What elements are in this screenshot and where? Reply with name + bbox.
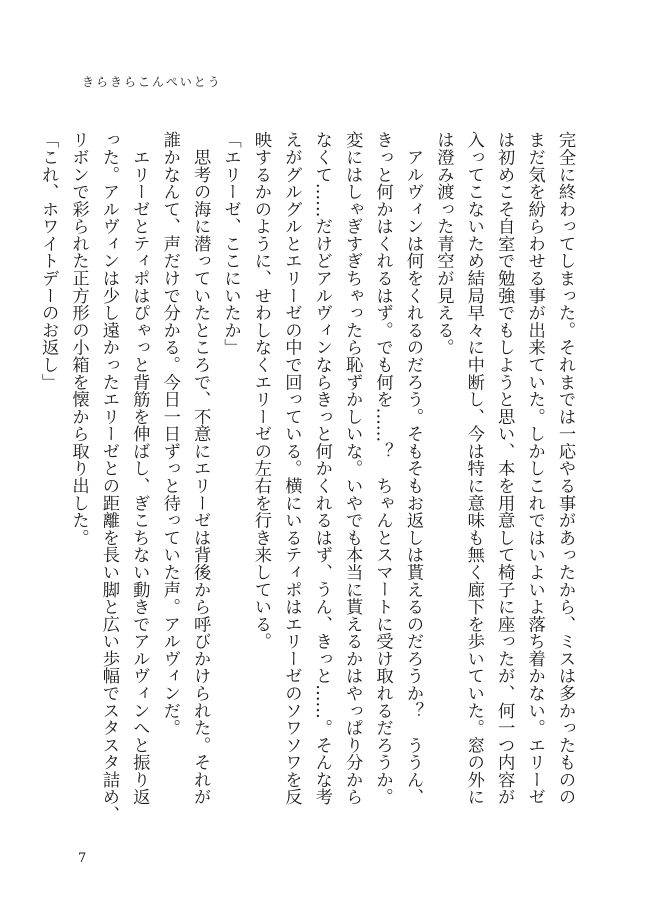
text-line: えがグルグルとエリーゼの中で回っている。横にいるティポはエリーゼのソワソワを反: [281, 131, 302, 806]
text-line: リボンで彩られた正方形の小箱を懐から取り出した。: [68, 131, 89, 546]
running-header-title: きらきらこんぺいとう: [82, 75, 222, 89]
text-line: 映するかのように、せわしなくエリーゼの左右を行き来している。: [250, 131, 271, 650]
page-number: 7: [78, 851, 87, 866]
vertical-body-text: [33, 131, 580, 827]
text-line: は初めこそ自室で勉強でもしようと思い、本を用意して椅子に座ったが、何一つ内容が: [494, 131, 515, 806]
text-line: 誰かなんて、声だけで分かる。今日一日ずっと待っていた声。アルヴィンだ。: [159, 131, 180, 737]
text-line: 「エリーゼ、ここにいたか」: [220, 131, 241, 356]
text-line: きっと何かはくれるはず。でも何を……？ ちゃんとスマートに受け取れるだろうか。: [372, 131, 393, 806]
text-line: 「これ、ホワイトデーのお返し」: [38, 131, 59, 391]
text-line: 思考の海に潜っていたところで、不意にエリーゼは背後から呼びかけられた。それが: [190, 131, 211, 806]
text-line: アルヴィンは何をくれるのだろう。そもそもお返しは貰えるのだろうか？ ううん、: [402, 131, 423, 806]
text-line: 変にはしゃぎすぎちゃったら恥ずかしいな。いやでも本当に貰えるかはやっぱり分から: [342, 131, 363, 806]
text-line: 入ってこないため結局早々に中断し、今は特に意味も無く廊下を歩いていた。窓の外に: [463, 131, 484, 806]
text-line: った。アルヴィンは少し遠かったエリーゼとの距離を長い脚と広い歩幅でスタスタ詰め、: [98, 131, 119, 823]
text-line: は澄み渡った青空が見える。: [433, 131, 454, 356]
text-line: エリーゼとティポはぴゃっと背筋を伸ばし、ぎこちない動きでアルヴィンへと振り返: [129, 131, 150, 806]
text-line: 完全に終わってしまった。それまでは一応やる事があったから、ミスは多かったものの: [555, 131, 575, 806]
text-line: なくて……だけどアルヴィンならきっと何かくれるはず、うん、きっと……。そんな考: [311, 131, 332, 806]
text-line: まだ気を紛らわせる事が出来ていた。しかしこれではいよいよ落ち着かない。エリーゼ: [524, 131, 545, 806]
